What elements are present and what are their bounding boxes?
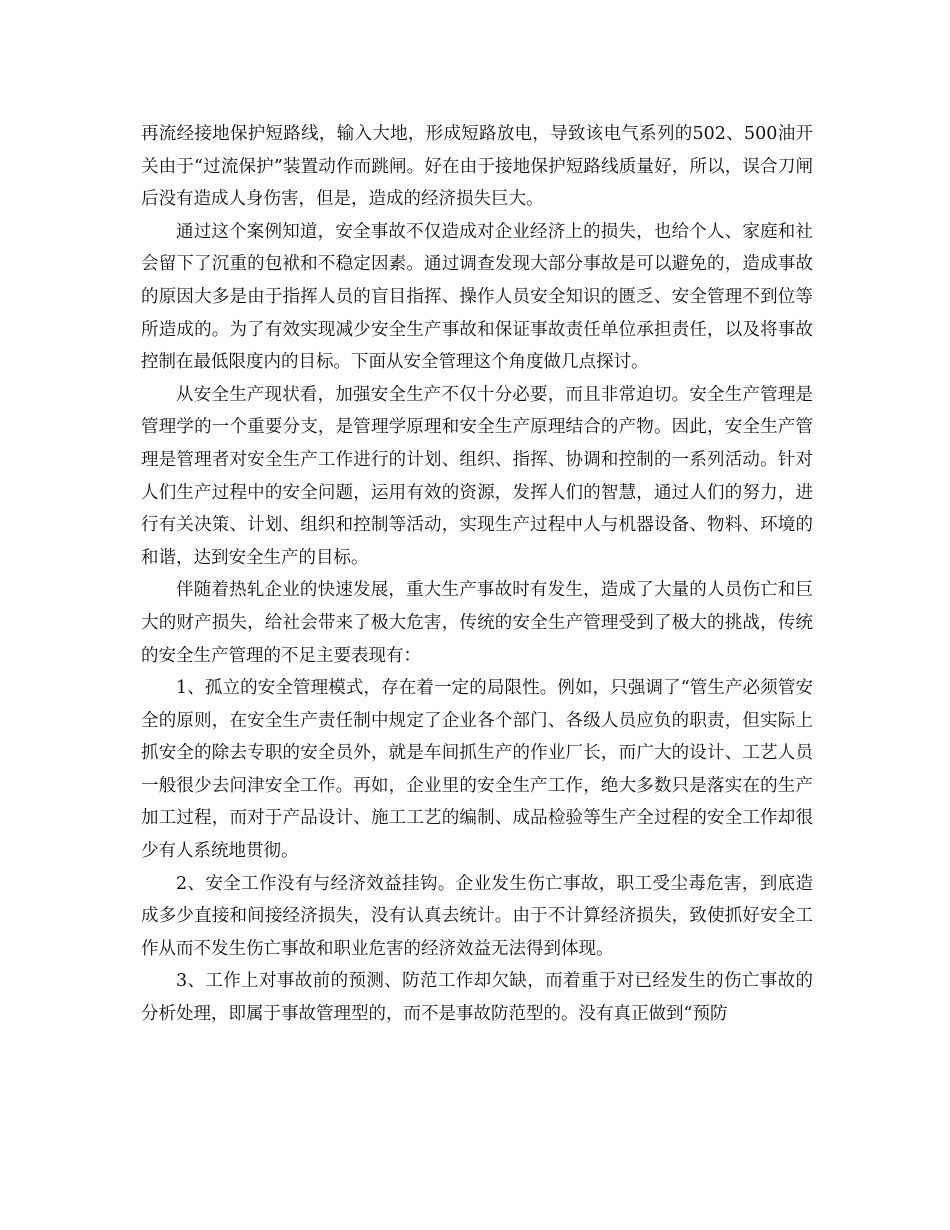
- paragraph-continued: 再流经接地保护短路线，输入大地，形成短路放电，导致该电气系列的502、500油开关由于“过流保护”装置动作而跳闸。好在由于接地保护短路线质量好，所以，误合刀闸后没有造成人身伤害，但是，造成的经济损失巨大。: [141, 124, 813, 210]
- numbered-paragraph: 1、孤立的安全管理模式，存在着一定的局限性。例如，只强调了“管生产必须管安全的原则，在安全生产责任制中规定了企业各个部门、各级人员应负的职责，但实际上抓安全的除去专职的安全员外，就是车间抓生产的作业厂长，而广大的设计、工艺人员一般很少去问津安全工作。再如，企业里的安全生产工作，绝大多数只是落实在的生产加工过程，而对于产品设计、施工工艺的编制、成品检验等生产全过程的安全工作却很少有人系统地贯彻。: [141, 678, 813, 862]
- paragraph: 伴随着热轧企业的快速发展，重大生产事故时有发生，造成了大量的人员伤亡和巨大的财产损失，给社会带来了极大危害，传统的安全生产管理受到了极大的挑战，传统的安全生产管理的不足主要表现有：: [141, 580, 813, 666]
- paragraph: 通过这个案例知道，安全事故不仅造成对企业经济上的损失，也给个人、家庭和社会留下了沉重的包袱和不稳定因素。通过调查发现大部分事故是可以避免的，造成事故的原因大多是由于指挥人员的盲目指挥、操作人员安全知识的匮乏、安全管理不到位等所造成的。为了有效实现减少安全生产事故和保证事故责任单位承担责任，以及将事故控制在最低限度内的目标。下面从安全管理这个角度做几点探讨。: [141, 221, 813, 373]
- numbered-paragraph: 2、安全工作没有与经济效益挂钩。企业发生伤亡事故，职工受尘毒危害，到底造成多少直接和间接经济损失，没有认真去统计。由于不计算经济损失，致使抓好安全工作从而不发生伤亡事故和职业危害的经济效益无法得到体现。: [141, 873, 813, 959]
- paragraph: 从安全生产现状看，加强安全生产不仅十分必要，而且非常迫切。安全生产管理是管理学的一个重要分支，是管理学原理和安全生产原理结合的产物。因此，安全生产管理是管理者对安全生产工作进行的计划、组织、指挥、协调和控制的一系列活动。针对人们生产过程中的安全问题，运用有效的资源，发挥人们的智慧，通过人们的努力，进行有关决策、计划、组织和控制等活动，实现生产过程中人与机器设备、物料、环境的和谐，达到安全生产的目标。: [141, 384, 813, 568]
- numbered-paragraph: 3、工作上对事故前的预测、防范工作却欠缺，而着重于对已经发生的伤亡事故的分析处理，即属于事故管理型的，而不是事故防范型的。没有真正做到“预防: [141, 971, 813, 1025]
- document-body: [141, 118, 813, 1031]
